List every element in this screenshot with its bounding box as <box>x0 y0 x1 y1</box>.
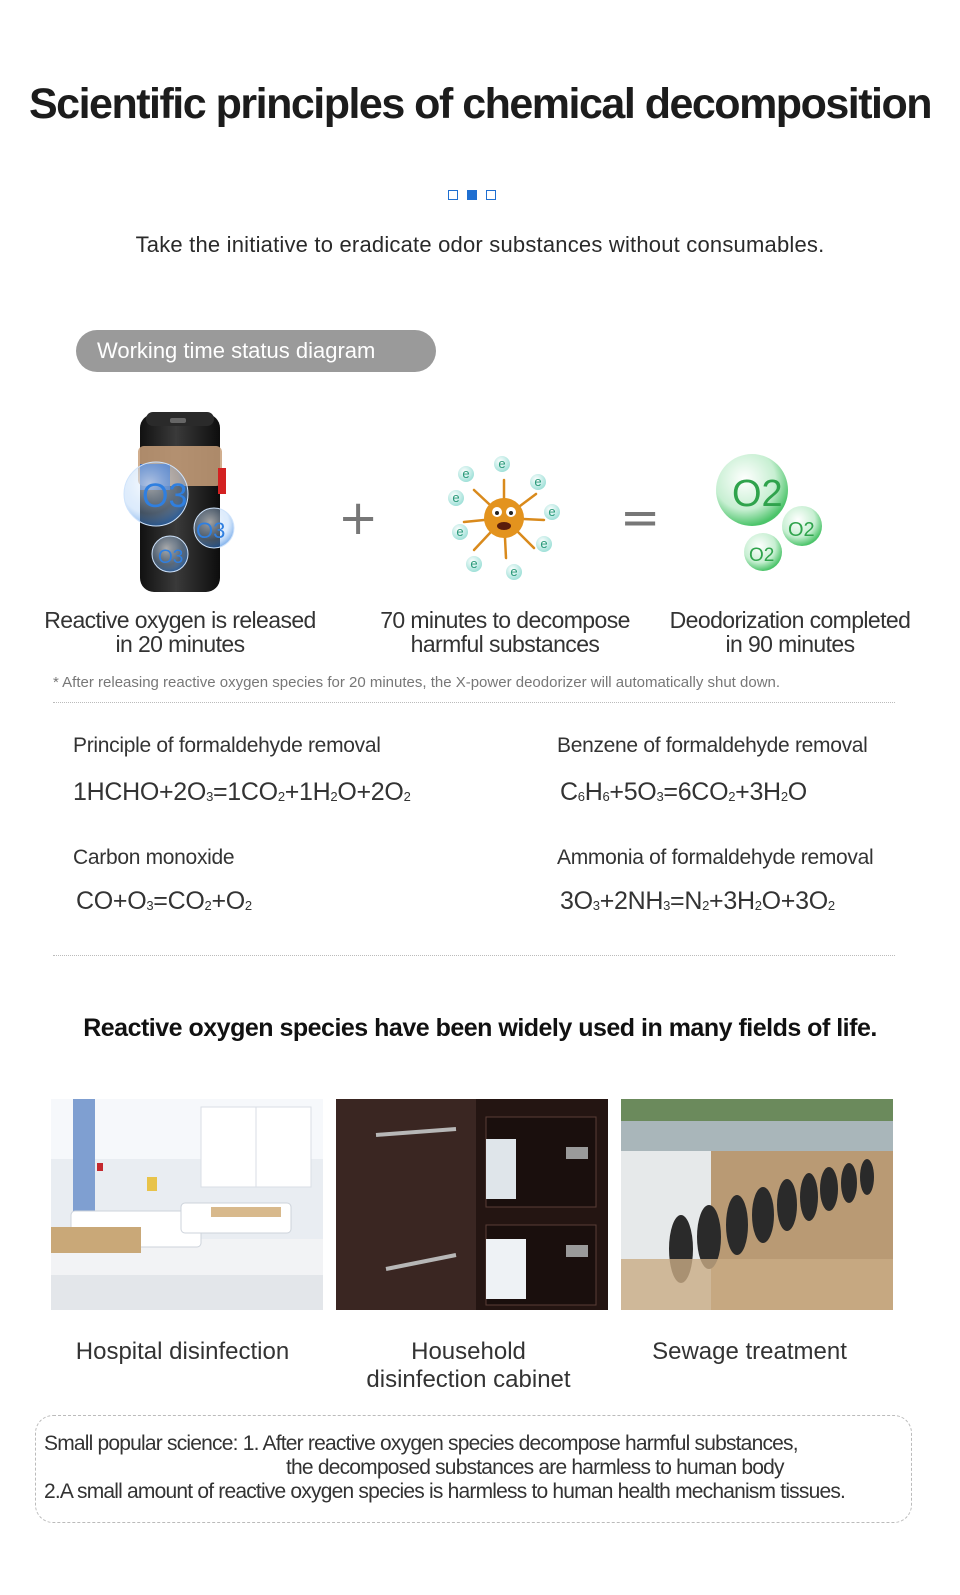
application-caption: Household disinfection cabinet <box>366 1338 571 1393</box>
oxygen-bubbles-icon <box>708 450 838 580</box>
stage-caption-decompose: 70 minutes to decompose harmful substances <box>380 607 630 657</box>
bacteria-electron-icon <box>440 450 570 585</box>
deodorizer-device-icon <box>118 408 248 598</box>
application-caption: Sewage treatment <box>652 1338 847 1365</box>
electron-label: e <box>470 556 478 571</box>
shutdown-note: * After releasing reactive oxygen species for 20 minutes, the X-power deodorizer will automatically shut down. <box>53 674 781 691</box>
formula-title: Benzene of formaldehyde removal <box>557 734 868 757</box>
divider <box>53 955 895 956</box>
science-line: 2.A small amount of reactive oxygen species is harmless to human health mechanism tissues. <box>44 1480 846 1503</box>
applications-heading: Reactive oxygen species have been widely used in many fields of life. <box>83 1014 877 1042</box>
stage-caption-completed: Deodorization completed in 90 minutes <box>669 607 911 657</box>
application-caption: Hospital disinfection <box>75 1338 290 1365</box>
electron-label: e <box>452 490 460 505</box>
electron-label: e <box>462 466 470 481</box>
formula-title: Carbon monoxide <box>73 846 235 869</box>
formula-equation: $CO+O_3=CO_2+O_2$ <box>76 887 252 915</box>
formula-equation: $C_6H_6+5O_3=6CO_2+3H_2O$ <box>560 778 807 806</box>
popular-science-box <box>35 1415 912 1523</box>
page-subtitle: Take the initiative to eradicate odor substances without consumables. <box>135 232 825 257</box>
ozone-label: O3 <box>158 547 184 568</box>
oxygen-label: O2 <box>788 519 815 541</box>
indicator-dot <box>448 190 458 200</box>
formula-equation: $1HCHO+2O_3=1CO_2+1H_2O+2O_2$ <box>73 778 411 806</box>
sewage-treatment-photo <box>621 1099 893 1310</box>
plus-sign: + <box>338 490 379 546</box>
electron-label: e <box>540 536 548 551</box>
science-line: Small popular science: 1. After reactive oxygen species decompose harmful substances, <box>44 1432 798 1455</box>
ozone-label: O3 <box>142 477 188 515</box>
disinfection-cabinet-photo <box>336 1099 608 1310</box>
electron-label: e <box>548 504 556 519</box>
formula-title: Ammonia of formaldehyde removal <box>557 846 874 869</box>
oxygen-label: O2 <box>749 545 775 566</box>
stage-caption-release: Reactive oxygen is released in 20 minutes <box>44 607 316 657</box>
science-line: the decomposed substances are harmless to human body <box>286 1456 784 1479</box>
oxygen-label: O2 <box>732 473 783 515</box>
page-title: Scientific principles of chemical decomposition <box>29 80 931 128</box>
electron-label: e <box>498 456 506 471</box>
hospital-ward-photo <box>51 1099 323 1310</box>
equals-sign: = <box>620 490 661 546</box>
ozone-label: O3 <box>196 518 226 543</box>
electron-label: e <box>534 474 542 489</box>
formula-title: Principle of formaldehyde removal <box>73 734 381 757</box>
section-pill-label: Working time status diagram <box>76 330 436 372</box>
indicator-dot-active <box>467 190 477 200</box>
carousel-indicator <box>448 190 508 202</box>
indicator-dot <box>486 190 496 200</box>
electron-label: e <box>456 524 464 539</box>
electron-label: e <box>510 564 518 579</box>
formula-equation: $3O_3+2NH_3=N_2+3H_2O+3O_2$ <box>560 887 835 915</box>
divider <box>53 702 895 703</box>
